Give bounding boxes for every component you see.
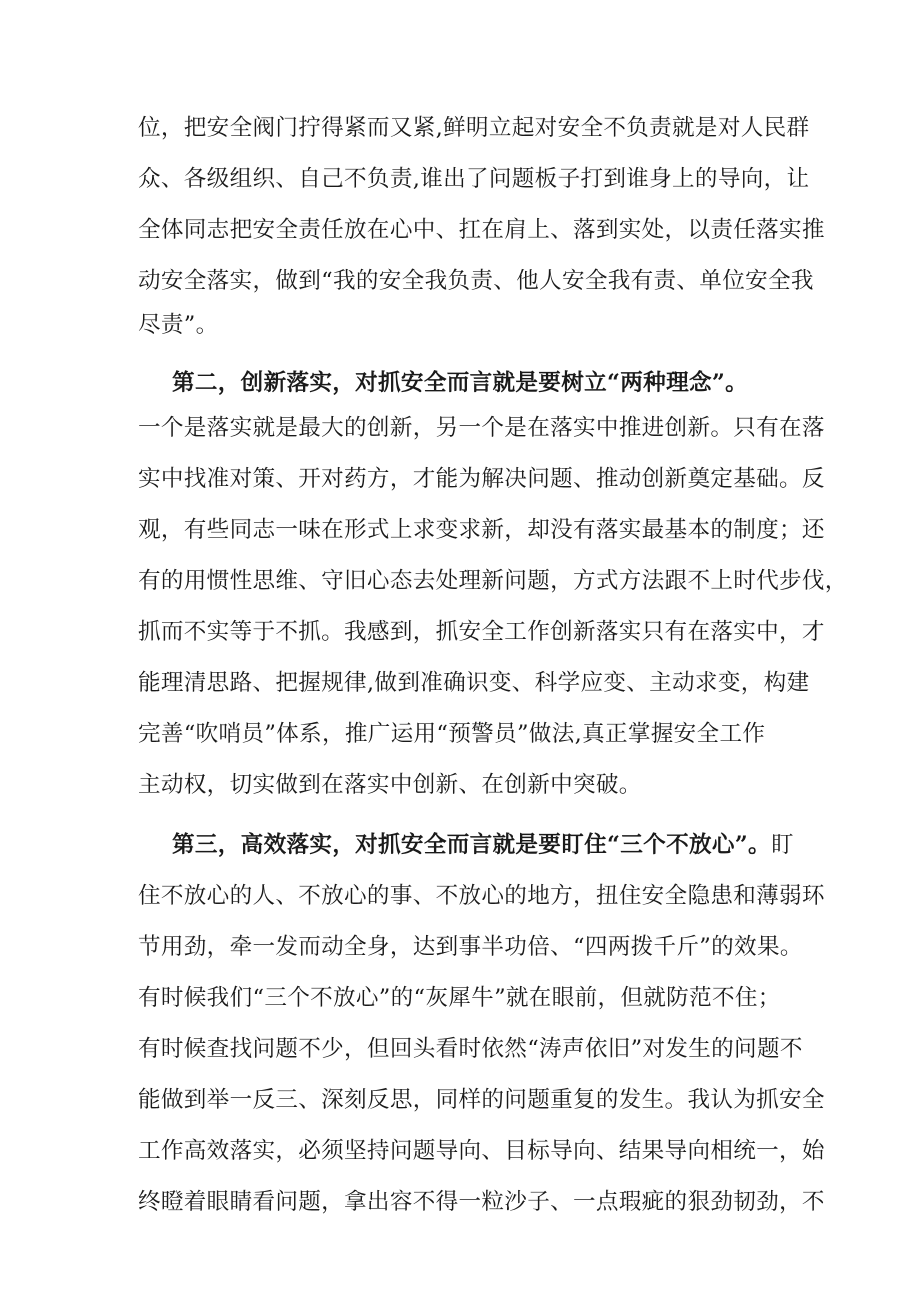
paragraph-3-line-7: 终瞪着眼睛看问题，拿出容不得一粒沙子、一点瑕疵的狠劲韧劲，不 <box>138 1189 825 1215</box>
paragraph-2-line-6: 能理清思路、把握规律,做到准确识变、科学应变、主动求变，构建 <box>138 670 810 696</box>
paragraph-3-heading: 第三，高效落实，对抓安全而言就是要盯住“三个不放心”。 <box>172 832 771 858</box>
paragraph-3-line-2: 节用劲，牵一发而动全身，达到事半功倍、“四两拨千斤”的效果。 <box>138 934 803 960</box>
paragraph-3-heading-tail: 盯 <box>770 832 794 858</box>
paragraph-2-line-8: 主动权，切实做到在落实中创新、在创新中突破。 <box>138 772 642 798</box>
paragraph-1-line-5: 尽责”。 <box>138 312 219 338</box>
paragraph-2-line-1: 一个是落实就是最大的创新，另一个是在落实中推进创新。只有在落 <box>138 415 825 441</box>
paragraph-3-first-line <box>172 830 794 860</box>
paragraph-1-line-4: 动安全落实，做到“我的安全我负责、他人安全我有责、单位安全我 <box>138 268 814 294</box>
paragraph-1-line-2: 众、各级组织、自己不负责,谁出了问题板子打到谁身上的导向，让 <box>138 166 810 192</box>
paragraph-2-line-3: 观，有些同志一味在形式上求变求新，却没有落实最基本的制度；还 <box>138 517 825 543</box>
paragraph-2-line-4: 有的用惯性思维、守旧心态去处理新问题，方式方法跟不上时代步伐， <box>138 568 848 594</box>
paragraph-3-line-4: 有时候查找问题不少，但回头看时依然“涛声依旧”对发生的问题不 <box>138 1036 803 1062</box>
paragraph-2-line-7: 完善“吹哨员”体系，推广运用“预警员”做法,真正掌握安全工作 <box>138 721 766 747</box>
paragraph-3-line-6: 工作高效落实，必须坚持问题导向、目标导向、结果导向相统一，始 <box>138 1138 825 1164</box>
paragraph-2-heading: 第二，创新落实，对抓安全而言就是要树立“两种理念”。 <box>172 370 749 396</box>
paragraph-2-line-2: 实中找准对策、开对药方，才能为解决问题、推动创新奠定基础。反 <box>138 466 825 492</box>
paragraph-1-line-3: 全体同志把安全责任放在心中、扛在肩上、落到实处，以责任落实推 <box>138 217 825 243</box>
paragraph-3-line-5: 能做到举一反三、深刻反思，同样的问题重复的发生。我认为抓安全 <box>138 1087 825 1113</box>
paragraph-2-line-5: 抓而不实等于不抓。我感到，抓安全工作创新落实只有在落实中，才 <box>138 619 825 645</box>
paragraph-3-line-3: 有时候我们“三个不放心”的“灰犀牛”就在眼前，但就防范不住； <box>138 985 781 1011</box>
paragraph-1-line-1: 位，把安全阀门拧得紧而又紧,鲜明立起对安全不负责就是对人民群 <box>138 115 810 141</box>
paragraph-3-line-1: 住不放心的人、不放心的事、不放心的地方，扭住安全隐患和薄弱环 <box>138 883 825 909</box>
